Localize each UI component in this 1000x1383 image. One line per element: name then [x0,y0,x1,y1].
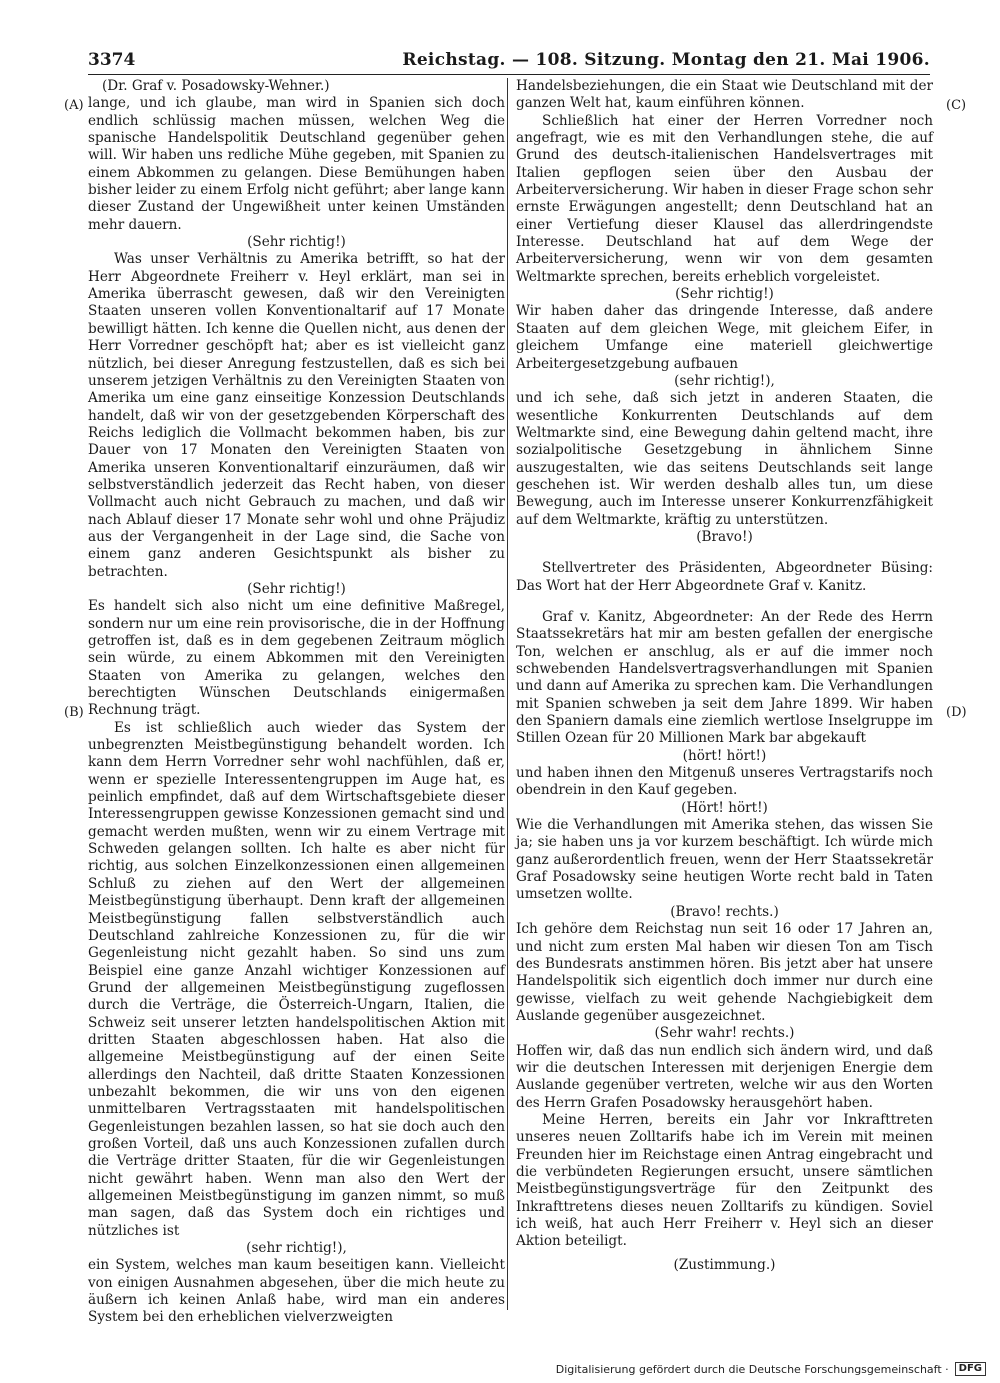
paragraph: Wir haben daher das dringende Interesse, daß andere Staaten auf dem gleichen Wege, mit gleichem Eifer, in gleichem Umfange eine materiell gleichwertige Arbeitergesetzgebung aufbauen [516,303,933,372]
interjection: (Sehr wahr! rechts.) [654,1025,795,1042]
running-title: Reichstag. — 108. Sitzung. Montag den 21. Mai 1906. [402,50,930,70]
interjection: (Sehr richtig!) [247,234,346,251]
right-column [516,78,933,1274]
margin-mark-c: (C) [946,98,967,113]
paragraph: ein System, welches man kaum beseitigen kann. Vielleicht von einigen Ausnahmen abgesehen, über die mich heute zu äußern ich keinen Anlaß habe, wird man ein anderes System bei den erheblichen vielverzweigten [88,1257,505,1326]
page-header [88,46,930,75]
paragraph: Schließlich hat einer der Herren Vorredner noch angefragt, wie es mit den Verhandlungen stehe, die auf Grund des deutsch-italienischen Handelsvertrages mit Italien gepflogen seien über den Ausbau der Arbeiterversicherung. Wir haben in dieser Frage schon sehr ernste Erwägungen angestellt; denn Deutschland hat an einer Vertiefung dieser Klausel das allerdringendste Interesse. Deutschland hat auf dem Wege der Arbeiterversicherung, wenn wir von dem gesamten Weltmarkte sprechen, bereits erheblich vorgeleistet. [516,112,933,285]
interjection: (hört! hört!) [682,747,767,764]
margin-mark-a: (A) [64,98,84,113]
paragraph: lange, und ich glaube, man wird in Spanien sich doch endlich schlüssig machen müssen, welchen Weg die spanische Handelspolitik Deutschland gegenüber gehen will. Wir haben uns redliche Mühe gegeben, mit Spanien zu einem Abkommen zu gelangen. Diese Bemühungen haben bisher leider zu einem Erfolg nicht geführt; aber lange kann dieser Zustand der Ungewißheit unter keinen Umständen mehr dauern. [88,95,505,233]
interjection: (Sehr richtig!) [247,580,346,597]
paragraph: Es ist schließlich auch wieder das System der unbegrenzten Meistbegünstigung behandelt worden. Ich kann dem Herrn Vorredner sehr wohl nachfühlen, daß er, wenn er spezielle Interessentengruppen im Auge hat, es peinlich empfindet, daß auf dem Wirtschaftsgebiete dieser Interessengruppen gewisse Konzessionen gemacht sind und gemacht werden mußten, wenn wir zu einem Vertrage mit Schweden gelangen sollten. Ich halte es aber nicht für richtig, aus solchen Einzelkonzessionen einen allgemeinen Schluß zu ziehen auf den Wert der allgemeinen Meistbegünstigung überhaupt. Denn kraft der allgemeinen Meistbegünstigung fallen selbstverständlich auch Deutschland zahlreiche Konzessionen zu, für die wir Gegenleistung nicht gezahlt haben. So sind uns zum Beispiel eine ganze Anzahl wichtiger Konzessionen auf Grund der allgemeinen Meistbegünstigung zugeflossen durch die Verträge, die Österreich-Ungarn, Italien, die Schweiz seit unserer letzten handelspolitischen Aktion mit dritten Staaten abgeschlossen haben. Hat also die allgemeine Meistbegünstigung auf der einen Seite allerdings den Nachteil, daß dritte Staaten Konzessionen unbezahlt bekommen, die wir uns von den eigenen unmittelbaren Vertragsstaaten mit handelspolitischen Gegenleistungen bezahlen lassen, so hat sie doch auch den großen Vorteil, daß uns auch Konzessionen zufallen durch die Verträge dritter Staaten, für die wir Gegenleistungen nicht gewährt haben. Wenn man also den Wert der allgemeinen Meistbegünstigung im ganzen nimmt, so muß man sagen, daß das System doch ein richtiges und nützliches ist [88,719,505,1239]
paragraph: Wie die Verhandlungen mit Amerika stehen, das wissen Sie ja; sie haben uns ja vor kurzem beschäftigt. Ich würde mich ganz außerordentlich freuen, wenn der Herr Staatssekretär Graf Posadowsky seine heutigen Worte recht bald in Taten umsetzen wollte. [516,817,933,903]
paragraph: Graf v. Kanitz, Abgeordneter: An der Rede des Herrn Staatssekretärs hat mir am besten gefallen der energische Ton, welchen er anschlug, als er auf die immer noch schwebenden Handelsvertragsverhandlungen mit Spanien und dann auf Amerika zu sprechen kam. Die Verhandlungen mit Spanien schweben ja seit dem Jahre 1899. Wir haben den Spaniern damals eine ziemlich wertlose Inselgruppe im Stillen Ozean für 20 Millionen Mark bar abgekauft [516,608,933,747]
left-column [88,78,505,1327]
interjection: (Sehr richtig!) [675,286,774,303]
paragraph: Es handelt sich also nicht um eine definitive Maßregel, sondern nur um eine rein provisorische, die in der Hoffnung getroffen ist, daß es in dem gegebenen Zeitraum möglich sein würde, zu einem Abkommen mit den Vereinigten Staaten von Amerika zu gelangen, welches den berechtigten Wünschen Deutschlands einigermaßen Rechnung trägt. [88,598,505,719]
margin-mark-b: (B) [64,705,84,720]
page-number: 3374 [88,50,136,70]
footer-text: Digitalisierung gefördert durch die Deutsche Forschungsgemeinschaft · [555,1362,949,1376]
interjection: (sehr richtig!), [246,1240,347,1257]
paragraph: Was unser Verhältnis zu Amerika betrifft, so hat der Herr Abgeordnete Freiherr v. Heyl erklärt, man sei in Amerika überrascht gewesen, daß wir den Vereinigten Staaten unseren vollen Konventionaltarif auf 17 Monate bewilligt hätten. Ich kenne die Quellen nicht, aus denen der Herr Vorredner geschöpft hat; aber es ist vielleicht ganz nützlich, bei dieser Anregung festzustellen, daß es sich bei unserem jetzigen Verhältnis zu den Vereinigten Staaten von Amerika um eine ganz einseitige Konzession Deutschlands handelt, daß wir von der gesetzgebenden Körperschaft des Reichs lediglich die Vollmacht bekommen haben, bis zur Dauer von 17 Monaten den Vereinigten Staaten von Amerika unseren Konventionaltarif einzuräumen, daß wir selbstverständlich jederzeit das Recht haben, von dieser Vollmacht auch nicht Gebrauch zu machen, und daß wir nach Ablauf dieser 17 Monate sehr wohl und ohne Präjudiz aus der Vergangenheit in der Lage sind, die Sache von einem ganz anderen Gesichtspunkt als bisher zu betrachten. [88,251,505,580]
paragraph: Ich gehöre dem Reichstag nun seit 16 oder 17 Jahren an, und nicht zum ersten Mal haben wir diesen Ton am Tisch des Bundesrats anstimmen hören. Bis jetzt aber hat unsere Handelspolitik sich eigentlich doch immer nur durch eine gewisse, vielfach zu weit gehende Nachgiebigkeit dem Auslande gegenüber ausgezeichnet. [516,921,933,1024]
interjection: (Hört! hört!) [681,799,768,816]
digitization-footer [556,1362,986,1376]
paragraph: Handelsbeziehungen, die ein Staat wie Deutschland mit der ganzen Welt hat, kaum einführen können. [516,78,933,112]
interjection: (Bravo! rechts.) [670,903,779,920]
interjection: (Zustimmung.) [673,1256,776,1273]
paragraph: Meine Herren, bereits ein Jahr vor Inkrafttreten unseres neuen Zolltarifs habe ich im Verein mit meinen Freunden hier im Reichstage einen Antrag eingebracht und die verbündeten Regierungen ersucht, unsere sämtlichen Meistbegünstigungsverträge für den Zeitpunkt des Inkrafttretens dieses neuen Zolltarifs zu kündigen. Soviel ich weiß, hat auch Herr Freiherr v. Heyl sich an dieser Aktion beteiligt. [516,1111,933,1250]
paragraph: und ich sehe, daß sich jetzt in anderen Staaten, die wesentliche Konkurrenten Deutschlands auf dem Weltmarkte sind, eine Bewegung dahin geltend macht, ihre sozialpolitische Gesetzgebung in ähnlichem Sinne auszugestalten, wie das seitens Deutschlands seit lange geschehen ist. Wir werden deshalb alles tun, um diese Bewegung, auch im Interesse unserer Konkurrenzfähigkeit auf dem Weltmarkte, kräftig zu unterstützen. [516,390,933,528]
interjection: (Bravo!) [696,528,753,545]
margin-mark-d: (D) [946,705,967,720]
interjection: (sehr richtig!), [674,372,775,389]
column-divider [507,78,508,1310]
presiding-remark: Stellvertreter des Präsidenten, Abgeordneter Büsing: Das Wort hat der Herr Abgeordnete Graf v. Kanitz. [516,560,933,594]
dfg-logo: DFG [955,1362,986,1376]
paragraph: und haben ihnen den Mitgenuß unseres Vertragstarifs noch obendrein in den Kauf gegeben. [516,765,933,799]
paragraph: Hoffen wir, daß das nun endlich sich ändern wird, und daß wir die deutschen Interessen mit derjenigen Energie dem Auslande gegenüber vertreten, welche wir aus den Worten des Herrn Grafen Posadowsky herausgehört haben. [516,1042,933,1111]
speaker-line: (Dr. Graf v. Posadowsky-Wehner.) [102,78,330,94]
